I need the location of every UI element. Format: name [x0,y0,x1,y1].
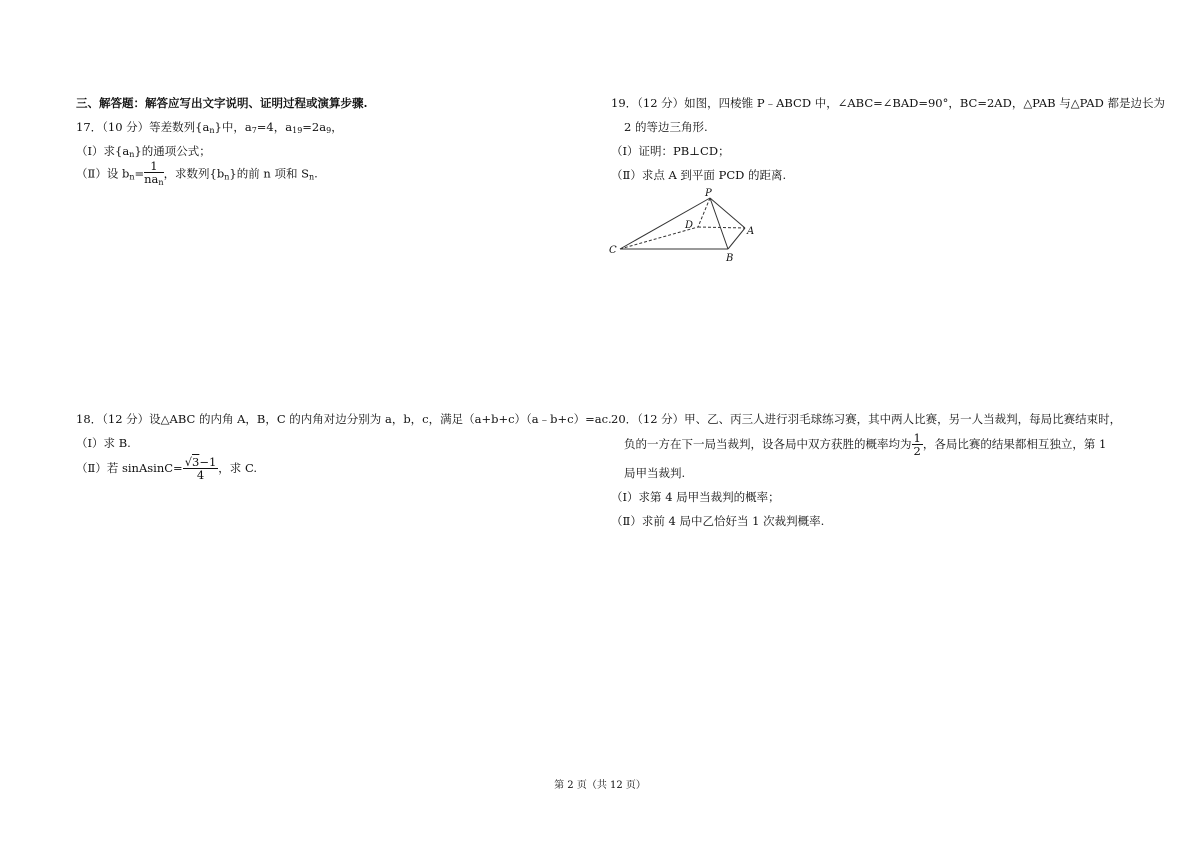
page-footer: 第 2 页（共 12 页） [554,780,646,791]
q20-part2: （Ⅱ）求前 4 局中乙恰好当 1 次裁判概率. [611,514,825,528]
vertex-label-d: D [685,220,694,231]
vertex-label-p: P [705,188,712,199]
edge-da [698,227,745,228]
q20-stem-line2: 负的一方在下一局当裁判，设各局中双方获胜的概率均为 $\frac{1}{2}$ ，各局比赛的结果都相互独立，第 1 [624,431,1107,458]
q19-part1: （Ⅰ）证明：PB⊥CD； [611,144,730,158]
q20-stem-line3: 局甲当裁判. [624,466,686,480]
edge-pd [698,198,710,227]
q18-part1: （Ⅰ）求 B. [76,436,131,450]
edge-ba [728,228,745,249]
q19-stem-line1: 19．（12 分）如图，四棱锥 P﹣ABCD 中，∠ABC=∠BAD=90°，BC=2AD，△PAB 与△PAD 都是边长为 [611,96,1165,110]
q18-part2: （Ⅱ）若 sinAsinC= $\frac{√3-1}{4}$ ，求 C. [76,455,257,482]
q19-part2: （Ⅱ）求点 A 到平面 PCD 的距离. [611,168,787,182]
q17-fraction: $\frac{1}{na_n}$ [144,159,164,187]
vertex-label-a: A [747,226,755,237]
pyramid-figure [600,184,770,266]
edge-pc [620,198,710,249]
q20-stem-line1: 20．（12 分）甲、乙、丙三人进行羽毛球练习赛，其中两人比赛，另一人当裁判，每局比赛结束时， [611,412,1122,426]
section-heading: 三、解答题：解答应写出文字说明、证明过程或演算步骤. [76,96,368,110]
q19-stem-line2: 2 的等边三角形. [624,120,708,134]
q20-part1: （Ⅰ）求第 4 局甲当裁判的概率； [611,490,780,504]
q20-fraction: $\frac{1}{2}$ [913,431,921,458]
q17-stem: 17．（10 分）等差数列$\{a_n\}$中，$a_7=4$，$a_{19}=2a_9$， [76,120,343,135]
q17-part1: （Ⅰ）求$\{a_n\}$的通项公式； [76,144,211,159]
q18-fraction: $\frac{√3-1}{4}$ [184,455,217,482]
vertex-label-c: C [609,245,617,256]
q17-part2: （Ⅱ）设 $b_n=$ $\frac{1}{na_n}$ ，求数列$\{b_n\}$的前 n 项和 $S_n$. [76,159,318,187]
q18-stem: 18．（12 分）设△ABC 的内角 A，B，C 的内角对边分别为 a，b，c，满足（a+b+c）（a﹣b+c）=ac. [76,412,612,426]
vertex-label-b: B [726,253,734,264]
